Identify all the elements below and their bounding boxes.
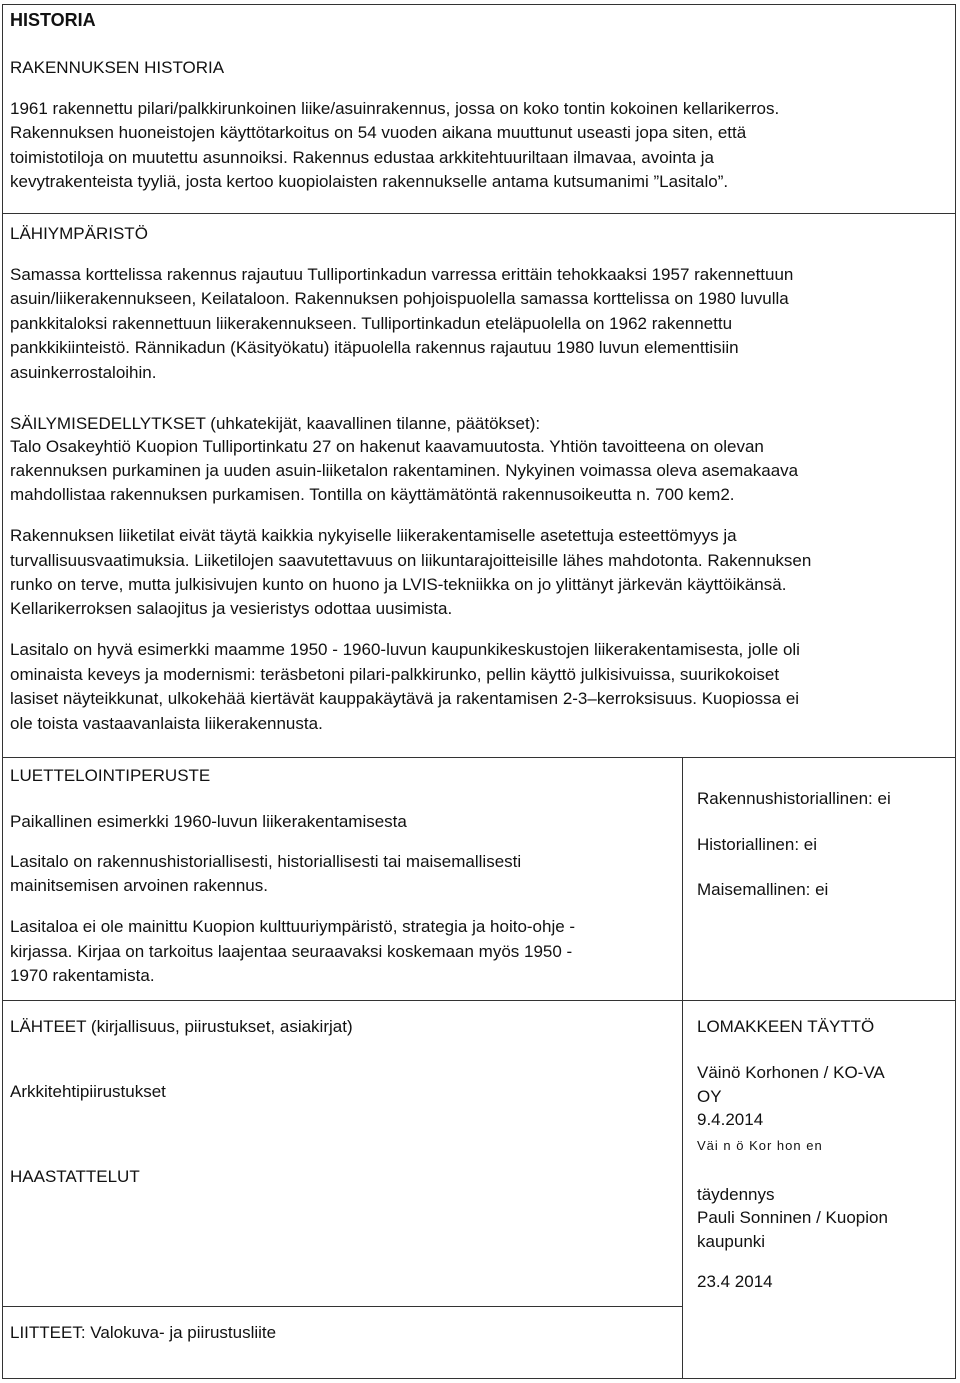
condition-line: Kellarikerroksen salaojitus ja vesieristys odottaa uusimista. (10, 599, 453, 618)
divider-right-column (682, 757, 683, 1379)
form-date-2: 23.4 2014 (697, 1272, 773, 1291)
sources-interviews: HAASTATTELUT (10, 1167, 140, 1186)
building-history-line: Rakennuksen huoneistojen käyttötarkoitus on 54 vuoden aikana muuttunut useasti jopa siten, että (10, 123, 747, 142)
surroundings-line: pankkikiinteistö. Rännikadun (Käsityökatu) itäpuolella rakennus rajautuu 1980 luvun elementtisiin (10, 338, 739, 357)
example-line: ole toista vastaavanlaista liikerakennusta. (10, 714, 323, 733)
surroundings-line: asuin/liikerakennukseen, Keilataloon. Rakennuksen pohjoispuolella samassa korttelissa on 1980 luvulla (10, 289, 789, 308)
example-line: Lasitalo on hyvä esimerkki maamme 1950 - 1960-luvun kaupunkikeskustojen liikerakentamisesta, jolle oli (10, 640, 800, 659)
listing-heading: LUETTELOINTIPERUSTE (10, 766, 211, 785)
example-line: ominaista keveys ja modernismi: teräsbetoni pilari-palkkirunko, pellin käyttö julkisivuissa, suurikokoiset (10, 665, 780, 684)
example-line: lasiset näyteikkunat, ulkokehää kiertävät kauppakäytävä ja rakentamisen 2-3–kerroksisuus. Kuopiossa ei (10, 689, 800, 708)
condition-line: turvallisuusvaatimuksia. Liiketilojen saavutettavuus on liikuntarajoitteisille lähes mahdotonta. Rakennuksen (10, 551, 812, 570)
surroundings-line: asuinkerrostaloihin. (10, 363, 157, 382)
condition-line: runko on terve, mutta julkisivujen kunto on huono ja LVIS-tekniikka on jo ylittänyt järkevän käyttöikänsä. (10, 575, 787, 594)
landscape-value: Maisemallinen: ei (697, 880, 829, 899)
building-history-line: kevytrakenteista tyyliä, josta kertoo kuopiolaisten rakennukselle antama kutsumanimi ”Lasitalo”. (10, 172, 729, 191)
historical-value: Historiallinen: ei (697, 835, 817, 854)
form-supplement-line: kaupunki (697, 1232, 766, 1251)
building-history-line: 1961 rakennettu pilari/palkkirunkoinen liike/asuinrakennus, jossa on koko tontin kokoinen kellarikerros. (10, 99, 780, 118)
building-historical-value: Rakennushistoriallinen: ei (697, 789, 891, 808)
surroundings-heading: LÄHIYMPÄRISTÖ (10, 224, 148, 243)
divider-content-bottom (2, 757, 956, 758)
divider-history-bottom (2, 213, 956, 214)
form-date-1: 9.4.2014 (697, 1110, 764, 1129)
listing-program-line: Lasitaloa ei ole mainittu Kuopion kulttuuriympäristö, strategia ja hoito-ohje - (10, 917, 576, 936)
building-history-line: toimistotiloja on muutettu asunnoiksi. Rakennus edustaa arkkitehtuuriltaan ilmavaa, avointa ja (10, 148, 715, 167)
preservation-heading: SÄILYMISEDELLYTKSET (uhkatekijät, kaavallinen tilanne, päätökset): (10, 414, 541, 433)
form-supplement-label: täydennys (697, 1185, 775, 1204)
form-heading: LOMAKKEEN TÄYTTÖ (697, 1017, 875, 1036)
preservation-line: rakennuksen purkaminen ja uuden asuin-liiketalon rakentaminen. Nykyinen voimassa oleva asemakaava (10, 461, 799, 480)
building-history-heading: RAKENNUKSEN HISTORIA (10, 58, 225, 77)
listing-notable-line: Lasitalo on rakennushistoriallisesti, historiallisesti tai maisemallisesti (10, 852, 522, 871)
surroundings-line: pankkitaloksi rakennettuun liikerakennukseen. Tulliportinkadun eteläpuolella on 1962 rakennettu (10, 314, 733, 333)
listing-notable-line: mainitsemisen arvoinen rakennus. (10, 876, 268, 895)
attachments-label: LIITTEET: Valokuva- ja piirustusliite (10, 1323, 277, 1342)
sources-drawings: Arkkitehtipiirustukset (10, 1082, 166, 1101)
condition-line: Rakennuksen liiketilat eivät täytä kaikkia nykyiselle liikerakentamiselle asetettuja esteettömyys ja (10, 526, 737, 545)
form-author-line: Väinö Korhonen / KO-VA (697, 1063, 885, 1082)
sources-heading: LÄHTEET (kirjallisuus, piirustukset, asiakirjat) (10, 1017, 353, 1036)
form-author-line: OY (697, 1087, 722, 1106)
preservation-line: Talo Osakeyhtiö Kuopion Tulliportinkatu 27 on hakenut kaavamuutosta. Yhtiön tavoitteena on olevan (10, 437, 764, 456)
listing-example: Paikallinen esimerkki 1960-luvun liikerakentamisesta (10, 812, 407, 831)
preservation-line: mahdollistaa rakennuksen purkamisen. Tontilla on käyttämätöntä rakennusoikeutta n. 700 kem2. (10, 485, 735, 504)
listing-program-line: 1970 rakentamista. (10, 966, 155, 985)
divider-sources-bottom (2, 1306, 682, 1307)
form-signature: Väi n ö Kor hon en (697, 1138, 823, 1153)
listing-program-line: kirjassa. Kirjaa on tarkoitus laajentaa seuraavaksi koskemaan myös 1950 - (10, 942, 573, 961)
section-title-history: HISTORIA (10, 10, 96, 30)
form-supplement-line: Pauli Sonninen / Kuopion (697, 1208, 888, 1227)
divider-listing-bottom (2, 1000, 956, 1001)
surroundings-line: Samassa korttelissa rakennus rajautuu Tulliportinkadun varressa erittäin tehokkaaksi 1957 rakennettuun (10, 265, 794, 284)
